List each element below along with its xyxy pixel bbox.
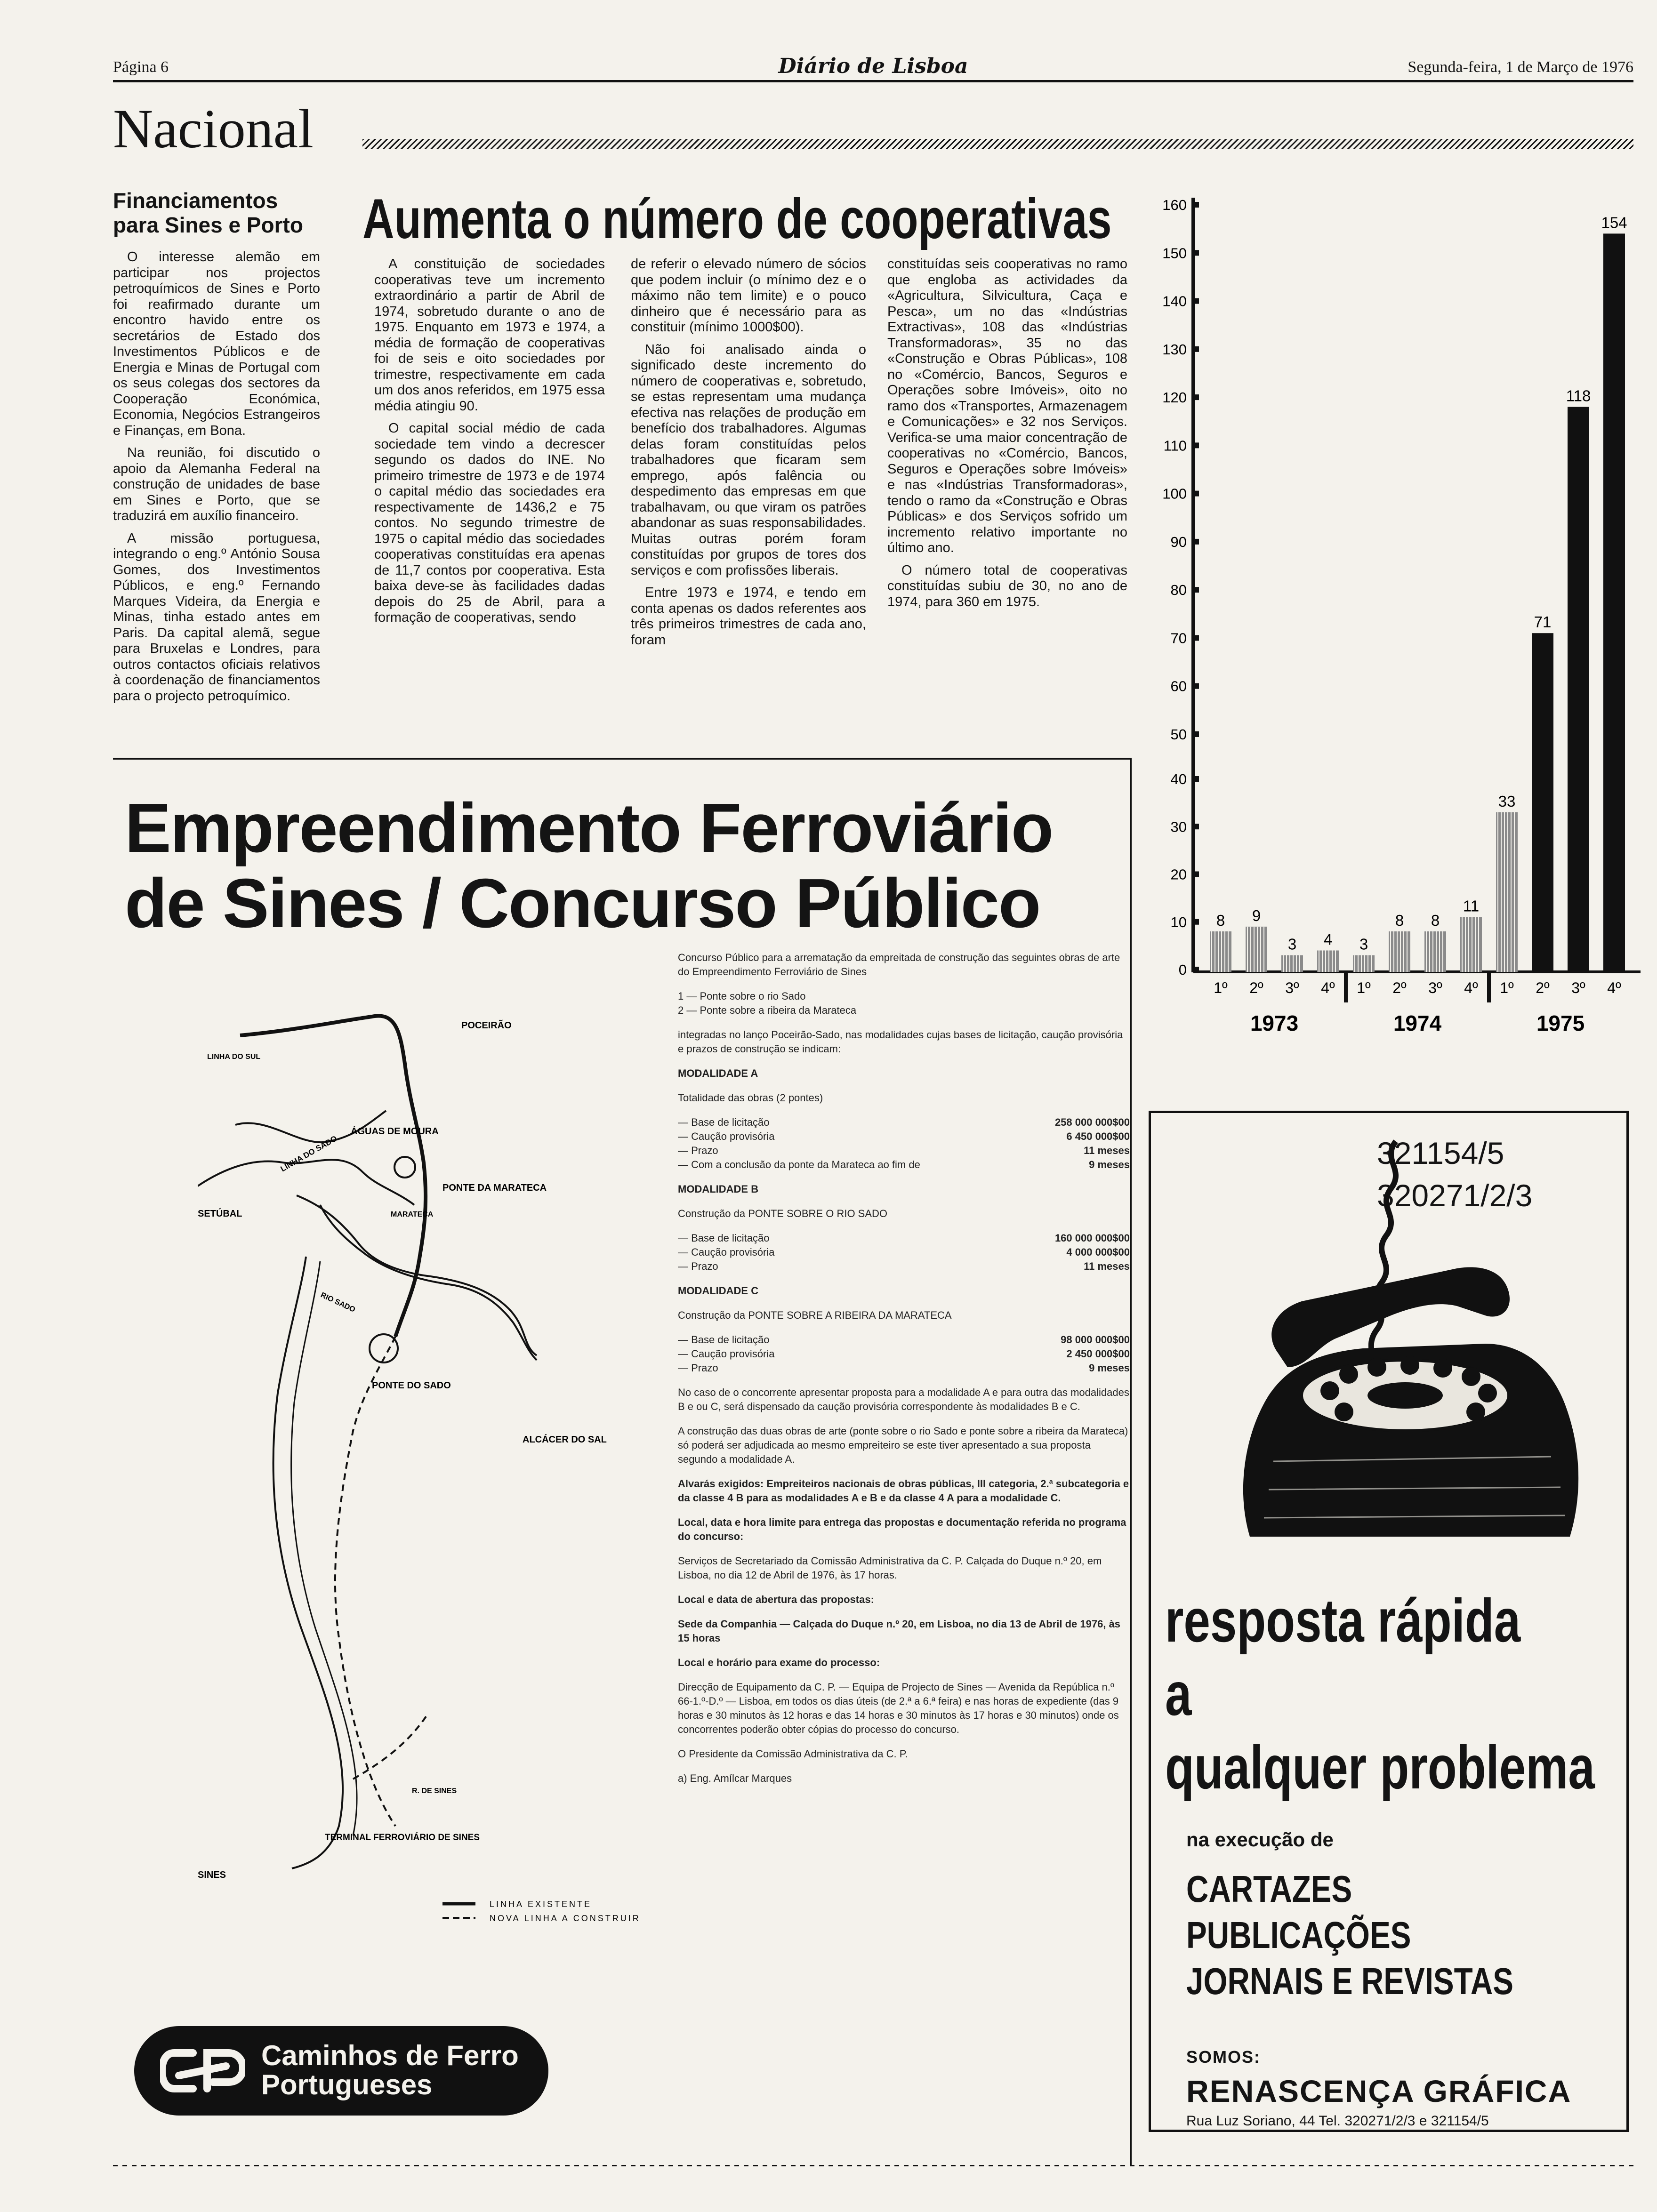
chart-y-tick — [1191, 298, 1199, 304]
chart-data-label: 8 — [1395, 912, 1404, 929]
chart-y-tick — [1191, 202, 1199, 208]
chart-y-tick-label: 100 — [1162, 485, 1187, 502]
ad-paragraph: No caso de o concorrente apresentar proposta para a modalidade A e para outra das modalidades B e ou C, será dispensado da caução provisória correspondente às modalidades B e C. — [678, 1387, 1129, 1412]
cp-logo-icon — [160, 2047, 245, 2094]
chart-y-tick — [1191, 824, 1199, 829]
cooperatives-chart — [1134, 188, 1643, 1059]
modalidade-a-row: — Prazo 11 meses — [678, 1145, 1130, 1156]
tagline-line: a — [1165, 1659, 1192, 1728]
column-divider — [1130, 758, 1132, 2165]
map-label-alcacer: ALCÁCER DO SAL — [523, 1435, 607, 1445]
ad-somos: SOMOS: — [1186, 2047, 1261, 2067]
tagline-line: resposta rápida — [1165, 1586, 1521, 1655]
section-divider — [362, 139, 1633, 149]
chart-data-label: 71 — [1534, 613, 1552, 631]
chart-group-label: 1975 — [1536, 1011, 1585, 1035]
paragraph: Na reunião, foi discutido o apoio da Alemanha Federal na construção de unidades de base em Sines e Porto, que se traduzirá em auxílio financeiro. — [113, 445, 320, 523]
ad-paragraph: Local e data de abertura das propostas: — [678, 1594, 874, 1605]
main-article-headline: Aumenta o número de cooperativas — [362, 187, 1112, 250]
modalidade-b-row: — Base de licitação 160 000 000$00 — [678, 1232, 1130, 1244]
chart-x-tick-label: 4º — [1607, 979, 1621, 996]
chart-y-tick — [1191, 250, 1199, 256]
company-address: Rua Luz Soriano, 44 Tel. 320271/2/3 e 321154/5 — [1186, 2113, 1489, 2129]
chart-y-tick-label: 50 — [1170, 726, 1187, 743]
chart-x-tick-label: 2º — [1249, 979, 1263, 996]
chart-x-tick-label: 1º — [1214, 979, 1228, 996]
chart-x-tick-label: 2º — [1536, 979, 1550, 996]
chart-data-label: 8 — [1216, 912, 1225, 929]
chart-y-tick-label: 90 — [1170, 533, 1187, 550]
service-item: CARTAZES — [1186, 1868, 1352, 1910]
chart-group-label: 1973 — [1250, 1011, 1299, 1035]
paragraph: O número total de cooperativas constituídas subiu de 30, no ano de 1974, para 360 em 1975. — [887, 562, 1127, 609]
ad-paragraph: O Presidente da Comissão Administrativa da C. P. — [678, 1748, 908, 1760]
chart-y-tick — [1191, 539, 1199, 545]
phone-number-1: 321154/5 — [1377, 1136, 1504, 1170]
chart-y-tick-label: 30 — [1170, 818, 1187, 835]
chart-y-tick — [1191, 442, 1199, 448]
map-label-sines: SINES — [198, 1870, 226, 1880]
legend-new-label: NOVA LINHA A CONSTRUIR — [490, 1914, 641, 1923]
chart-x-tick-label: 1º — [1357, 979, 1371, 996]
chart-bar — [1532, 633, 1553, 972]
modalidade-a-row: — Base de licitação 258 000 000$00 — [678, 1116, 1130, 1128]
ad-title — [125, 791, 1053, 941]
ad-subtag: na execução de — [1186, 1828, 1334, 1851]
paragraph: O capital social médio de cada sociedade tem vindo a decrescer segundo os dados do INE. No primeiro trimestre de 1973 e de 1974 o capital médio das sociedades era respectivamente de 1436,2 e 75 contos. No segundo trimestre de 1975 o capital médio das sociedades cooperativas constituídas era apenas de 11,7 contos por cooperativa. Esta baixa deve-se às facilidades dadas depois do 25 de Abril, para a formação de cooperativas, sendo — [374, 421, 605, 625]
map-label-linha-sul: LINHA DO SUL — [207, 1053, 261, 1061]
map-label-ponte-sado: PONTE DO SADO — [372, 1380, 451, 1391]
main-article-column-3 — [887, 256, 1127, 617]
ad-paragraph: A construção das duas obras de arte (ponte sobre o rio Sado e ponte sobre a ribeira da Marateca) só poderá ser adjudicada ao mesmo empreiteiro se este tiver apresentado a sua proposta segundo a modalidade A. — [678, 1425, 1128, 1465]
modalidade-b-title: MODALIDADE B — [678, 1183, 759, 1195]
chart-x-tick-label: 3º — [1428, 979, 1442, 996]
chart-y-tick — [1191, 635, 1199, 641]
map-label-r-sines: R. DE SINES — [412, 1787, 457, 1795]
ad-paragraph: Alvarás exigidos: Empreiteiros nacionais de obras públicas, III categoria, 2.ª subcategoria e da classe 4 B para as modalidades A e B e da classe 4 A para a modalidade C. — [678, 1478, 1129, 1504]
map-label-marateca: MARATECA — [391, 1210, 434, 1218]
chart-y-tick-label: 40 — [1170, 771, 1187, 787]
page-bottom-rule — [113, 2165, 1633, 2166]
chart-y-tick — [1191, 776, 1199, 782]
chart-y-tick-label: 130 — [1162, 341, 1187, 358]
chart-group-label: 1974 — [1393, 1011, 1442, 1035]
chart-y-tick — [1191, 731, 1199, 737]
issue-date: Segunda-feira, 1 de Março de 1976 — [1408, 58, 1633, 76]
paragraph: de referir o elevado número de sócios que podem incluir (o mínimo dez e o máximo não tem limite) e o pouco dinheiro que é necessário para as constituir (mínimo 1000$00). — [631, 256, 866, 335]
ad-services — [1186, 1866, 1513, 2004]
grafica-ad — [1149, 1111, 1629, 2132]
paragraph: Entre 1973 e 1974, e tendo em conta apenas os dados referentes aos três primeiros trimestres de cada ano, foram — [631, 585, 866, 648]
chart-data-label: 9 — [1252, 906, 1261, 924]
ad-body — [678, 951, 1130, 1786]
map-label-poceirao: POCEIRÃO — [461, 1020, 512, 1031]
chart-data-label: 8 — [1431, 912, 1440, 929]
main-article-column-1 — [374, 256, 605, 633]
service-item: JORNAIS E REVISTAS — [1186, 1960, 1514, 2002]
ad-item: 1 — Ponte sobre o rio Sado — [678, 990, 806, 1002]
article-divider — [113, 758, 1130, 760]
chart-y-tick — [1191, 919, 1199, 925]
paragraph: constituídas seis cooperativas no ramo que engloba as actividades da «Agricultura, Silvicultura, Caça e Pesca», um no das «Indústrias Extractivas», 108 das «Indústrias Transformadoras», 35 no das «Construção e Obras Públicas», 108 no «Comércio, Bancos, Seguros e Operações sobre Imóveis», oito no ramo dos «Transportes, Armazenagem e Comunicações» e 32 nos Serviços. Verifica-se uma maior concentração de cooperativas no «Comércio, Bancos, Seguros e Operações sobre Imóveis» e nas «Indústrias Transformadoras», tendo o ramo da «Construção e Obras Públicas» e dos Serviços sofrido um incremento relativo importante no último ano. — [887, 256, 1127, 555]
map-label-terminal: TERMINAL FERROVIÁRIO DE SINES — [325, 1833, 480, 1843]
modalidade-b-desc: Construção da PONTE SOBRE O RIO SADO — [678, 1208, 888, 1219]
map-label-rio-sado: RIO SADO — [319, 1291, 357, 1314]
chart-y-tick-label: 120 — [1162, 389, 1187, 406]
chart-y-tick-label: 80 — [1170, 582, 1187, 599]
page-number: Página 6 — [113, 58, 169, 76]
modalidade-b-row: — Prazo 11 meses — [678, 1260, 1130, 1272]
cp-logo-text: Caminhos de Ferro Portugueses — [261, 2040, 519, 2100]
chart-y-tick — [1191, 683, 1199, 689]
modalidade-c-row: — Caução provisória 2 450 000$00 — [678, 1348, 1130, 1360]
chart-y-tick — [1191, 394, 1199, 400]
chart-y-tick — [1191, 346, 1199, 352]
ad-intro: Concurso Público para a arrematação da empreitada de construção das seguintes obras de arte do Empreendimento Ferroviário de Sines — [678, 952, 1120, 978]
chart-data-label: 4 — [1323, 930, 1333, 948]
modalidade-a-row: — Com a conclusão da ponte da Marateca ao fim de 9 meses — [678, 1159, 1130, 1170]
modalidade-c-desc: Construção da PONTE SOBRE A RIBEIRA DA MARATECA — [678, 1309, 952, 1321]
ad-paragraph: Sede da Companhia — Calçada do Duque n.º 20, em Lisboa, no dia 13 de Abril de 1976, às 15 horas — [678, 1618, 1121, 1644]
chart-data-label: 154 — [1601, 214, 1627, 232]
tagline-line: qualquer problema — [1165, 1733, 1595, 1802]
chart-x-tick-label: 4º — [1464, 979, 1478, 996]
paragraph: O interesse alemão em participar nos projectos petroquímicos de Sines e Porto foi reafirmado durante um encontro havido entre os secretários de Estado dos Investimentos Públicos e de Energia e Minas de Portugal com os seus colegas dos sectores da Cooperação Económica, Economia, Negócios Estrangeiros e Finanças, em Bona. — [113, 249, 320, 438]
modalidade-c-row: — Prazo 9 meses — [678, 1362, 1130, 1374]
masthead — [113, 52, 1633, 82]
ad-paragraph: Serviços de Secretariado da Comissão Administrativa da C. P. Calçada do Duque n.º 20, em Lisboa, no dia 12 de Abril de 1976, às 17 horas. — [678, 1555, 1102, 1581]
map-label-setubal: SETÚBAL — [198, 1209, 242, 1219]
chart-y-tick-label: 160 — [1162, 197, 1187, 213]
chart-x-tick-label: 2º — [1392, 979, 1407, 996]
paragraph: Não foi analisado ainda o significado deste incremento do número de cooperativas e, sobretudo, se estas representam uma mudança efectiva nas relações de produção em benefício dos trabalhadores. Algumas delas foram constituídas pelos trabalhadores que ficaram sem emprego, após falência ou despedimento das empresas em que trabalhavam, ou que viram os patrões abandonar as suas responsabilidades. Muitas outras porém foram constituídas por grupos de tores dos serviços e com profissões liberais. — [631, 342, 866, 578]
map-label-linha-sado: LINHA DO SADO — [279, 1134, 339, 1174]
chart-y-tick-label: 60 — [1170, 678, 1187, 695]
modalidade-b-row: — Caução provisória 4 000 000$00 — [678, 1246, 1130, 1258]
section-title: Nacional — [113, 98, 314, 160]
chart-y-tick-label: 10 — [1170, 914, 1187, 930]
chart-data-label: 3 — [1287, 935, 1297, 953]
side-article-headline: Financiamentos para Sines e Porto — [113, 188, 303, 237]
newspaper-name: Diário de Lisboa — [778, 54, 968, 78]
chart-x-tick-label: 3º — [1571, 979, 1585, 996]
chart-y-tick — [1191, 872, 1199, 877]
chart-y-tick-label: 70 — [1170, 630, 1187, 647]
legend-existing-label: LINHA EXISTENTE — [490, 1899, 592, 1909]
chart-y-tick-label: 110 — [1163, 437, 1187, 454]
chart-data-label: 118 — [1566, 387, 1591, 405]
sines-railway-map — [198, 1007, 668, 1939]
chart-bar — [1603, 233, 1625, 972]
chart-y-tick-label: 20 — [1170, 866, 1187, 883]
ad-integradas: integradas no lanço Poceirão-Sado, nas modalidades cujas bases de licitação, caução provisória e prazos de construção se indicam: — [678, 1029, 1123, 1055]
ad-title-line-2: de Sines / Concurso Público — [125, 865, 1040, 942]
chart-y-tick — [1191, 491, 1199, 497]
ad-item: 2 — Ponte sobre a ribeira da Marateca — [678, 1004, 857, 1016]
map-label-aguas-moura: ÁGUAS DE MOURA — [351, 1126, 439, 1137]
chart-y-tick — [1191, 967, 1199, 972]
chart-svg — [1134, 188, 1643, 1059]
chart-y-tick — [1191, 587, 1199, 593]
cp-logo — [134, 2026, 548, 2116]
modalidade-c-title: MODALIDADE C — [678, 1285, 759, 1297]
ad-paragraph: Local e horário para exame do processo: — [678, 1657, 880, 1668]
company-name: RENASCENÇA GRÁFICA — [1186, 2074, 1572, 2108]
ad-title-line-1: Empreendimento Ferroviário — [125, 789, 1053, 867]
chart-x-tick-label: 3º — [1285, 979, 1299, 996]
chart-y-tick-label: 0 — [1178, 962, 1187, 978]
phone-number-2: 320271/2/3 — [1377, 1178, 1533, 1213]
modalidade-a-desc: Totalidade das obras (2 pontes) — [678, 1092, 823, 1104]
ad-tagline — [1165, 1584, 1595, 1804]
chart-bar — [1568, 407, 1589, 972]
modalidade-c-row: — Base de licitação 98 000 000$00 — [678, 1334, 1130, 1346]
service-item: PUBLICAÇÕES — [1186, 1914, 1411, 1956]
ad-paragraph: Local, data e hora limite para entrega das propostas e documentação referida no programa do concurso: — [678, 1516, 1126, 1542]
modalidade-a-title: MODALIDADE A — [678, 1067, 758, 1079]
ad-paragraph: Direcção de Equipamento da C. P. — Equipa de Projecto de Sines — Avenida da República n.º 66-1.º-D.º — Lisboa, em todos os dias úteis (de 2.ª a 6.ª feira) e nas horas de expediente (das 9 horas e 30 minutos às 12 horas e das 14 horas e 30 minutos às 17 horas e 30 minutos) onde os concorrentes poderão obter cópias do processo do concurso. — [678, 1681, 1119, 1735]
chart-data-label: 33 — [1498, 792, 1516, 810]
chart-data-label: 3 — [1359, 935, 1368, 953]
telephone-icon — [1193, 1132, 1608, 1555]
map-label-ponte-marateca: PONTE DA MARATECA — [442, 1183, 547, 1193]
chart-y-tick-label: 140 — [1162, 293, 1187, 310]
main-article-column-2 — [631, 256, 866, 655]
chart-data-label: 11 — [1463, 897, 1480, 915]
side-article-body — [113, 249, 320, 711]
paragraph: A constituição de sociedades cooperativas teve um incremento extraordinário a partir de Abril de 1974, sobretudo durante o ano de 1975. Enquanto em 1973 e 1974, a média de formação de cooperativas foi de seis e oito sociedades por trimestre, respectivamente em cada um dos anos referidos, em 1975 essa média atingiu 90. — [374, 256, 605, 414]
chart-y-tick-label: 150 — [1162, 245, 1187, 262]
modalidade-a-row: — Caução provisória 6 450 000$00 — [678, 1130, 1130, 1142]
chart-x-tick-label: 4º — [1321, 979, 1335, 996]
ad-signature: a) Eng. Amílcar Marques — [678, 1772, 792, 1784]
paragraph: A missão portuguesa, integrando o eng.º António Sousa Gomes, dos Investimentos Públicos, e eng.º Fernando Marques Videira, da Energia e Minas, tinha estado antes em Paris. Da capital alemã, segue para Bruxelas e Londres, para outros contactos oficiais relativos à coordenação de financiamentos para o projecto petroquímico. — [113, 530, 320, 704]
chart-x-tick-label: 1º — [1500, 979, 1514, 996]
